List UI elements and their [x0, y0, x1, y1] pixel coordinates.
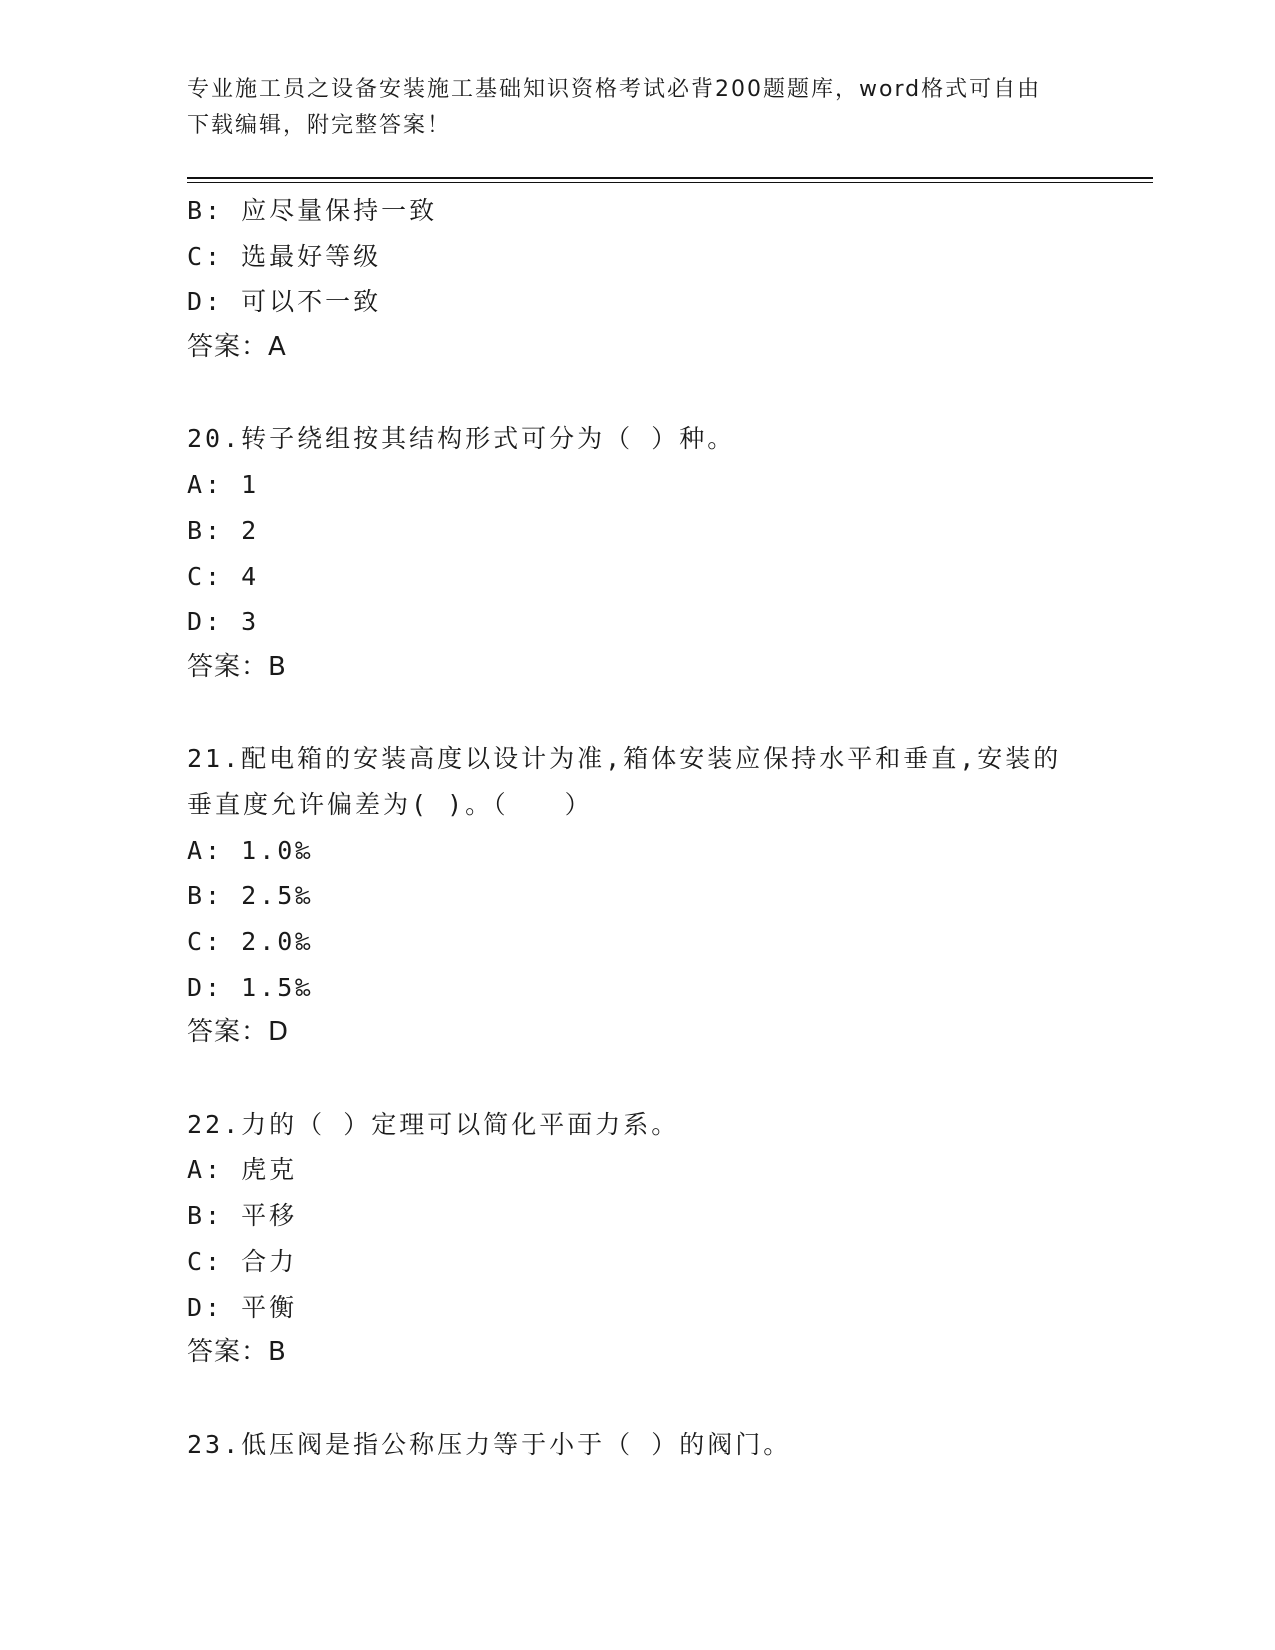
answer: 答案：A [187, 332, 287, 363]
option-b: B: 2.5‰ [187, 881, 314, 911]
answer: 答案：B [187, 651, 287, 682]
option-d: D: 3 [187, 607, 260, 637]
header-line-2: 下载编辑，附完整答案！ [187, 113, 452, 138]
option-c: C: 选最好等级 [187, 241, 382, 271]
question-23 [187, 1422, 1153, 1468]
option-a: A: 1 [187, 470, 260, 500]
spacer [187, 1376, 1153, 1422]
answer: 答案：B [187, 1337, 287, 1368]
option-d: D: 1.5‰ [187, 972, 314, 1002]
question-20 [187, 416, 1153, 690]
spacer [187, 371, 1153, 417]
question-stem: 23.低压阀是指公称压力等于小于（ ）的阀门。 [187, 1429, 792, 1459]
question-stem-line-2: 垂直度允许偏差为( )。（ ） [187, 789, 593, 819]
option-b: B: 平移 [187, 1201, 298, 1231]
option-d: D: 平衡 [187, 1292, 298, 1322]
option-b: B: 2 [187, 515, 260, 545]
option-c: C: 合力 [187, 1246, 298, 1276]
option-a: A: 虎克 [187, 1155, 298, 1185]
option-b: B: 应尽量保持一致 [187, 196, 438, 225]
question-21 [187, 736, 1153, 1056]
header-divider [187, 177, 1153, 183]
option-c: C: 4 [187, 561, 260, 591]
question-list [187, 188, 1153, 1467]
spacer [187, 691, 1153, 737]
question-22 [187, 1102, 1153, 1376]
question-19-tail [187, 188, 1153, 371]
answer: 答案：D [187, 1017, 290, 1048]
option-c: C: 2.0‰ [187, 927, 314, 956]
question-stem-line-1: 21.配电箱的安装高度以设计为准,箱体安装应保持水平和垂直,安装的 [187, 744, 1062, 774]
header-line-1: 专业施工员之设备安装施工基础知识资格考试必背200题题库，word格式可自由 [187, 77, 1042, 102]
option-d: D: 可以不一致 [187, 287, 382, 317]
question-stem: 20.转子绕组按其结构形式可分为（ ）种。 [187, 424, 736, 454]
question-stem: 22.力的（ ）定理可以简化平面力系。 [187, 1109, 680, 1139]
option-a: A: 1.0‰ [187, 835, 314, 865]
document-header [187, 72, 1087, 144]
spacer [187, 1056, 1153, 1102]
